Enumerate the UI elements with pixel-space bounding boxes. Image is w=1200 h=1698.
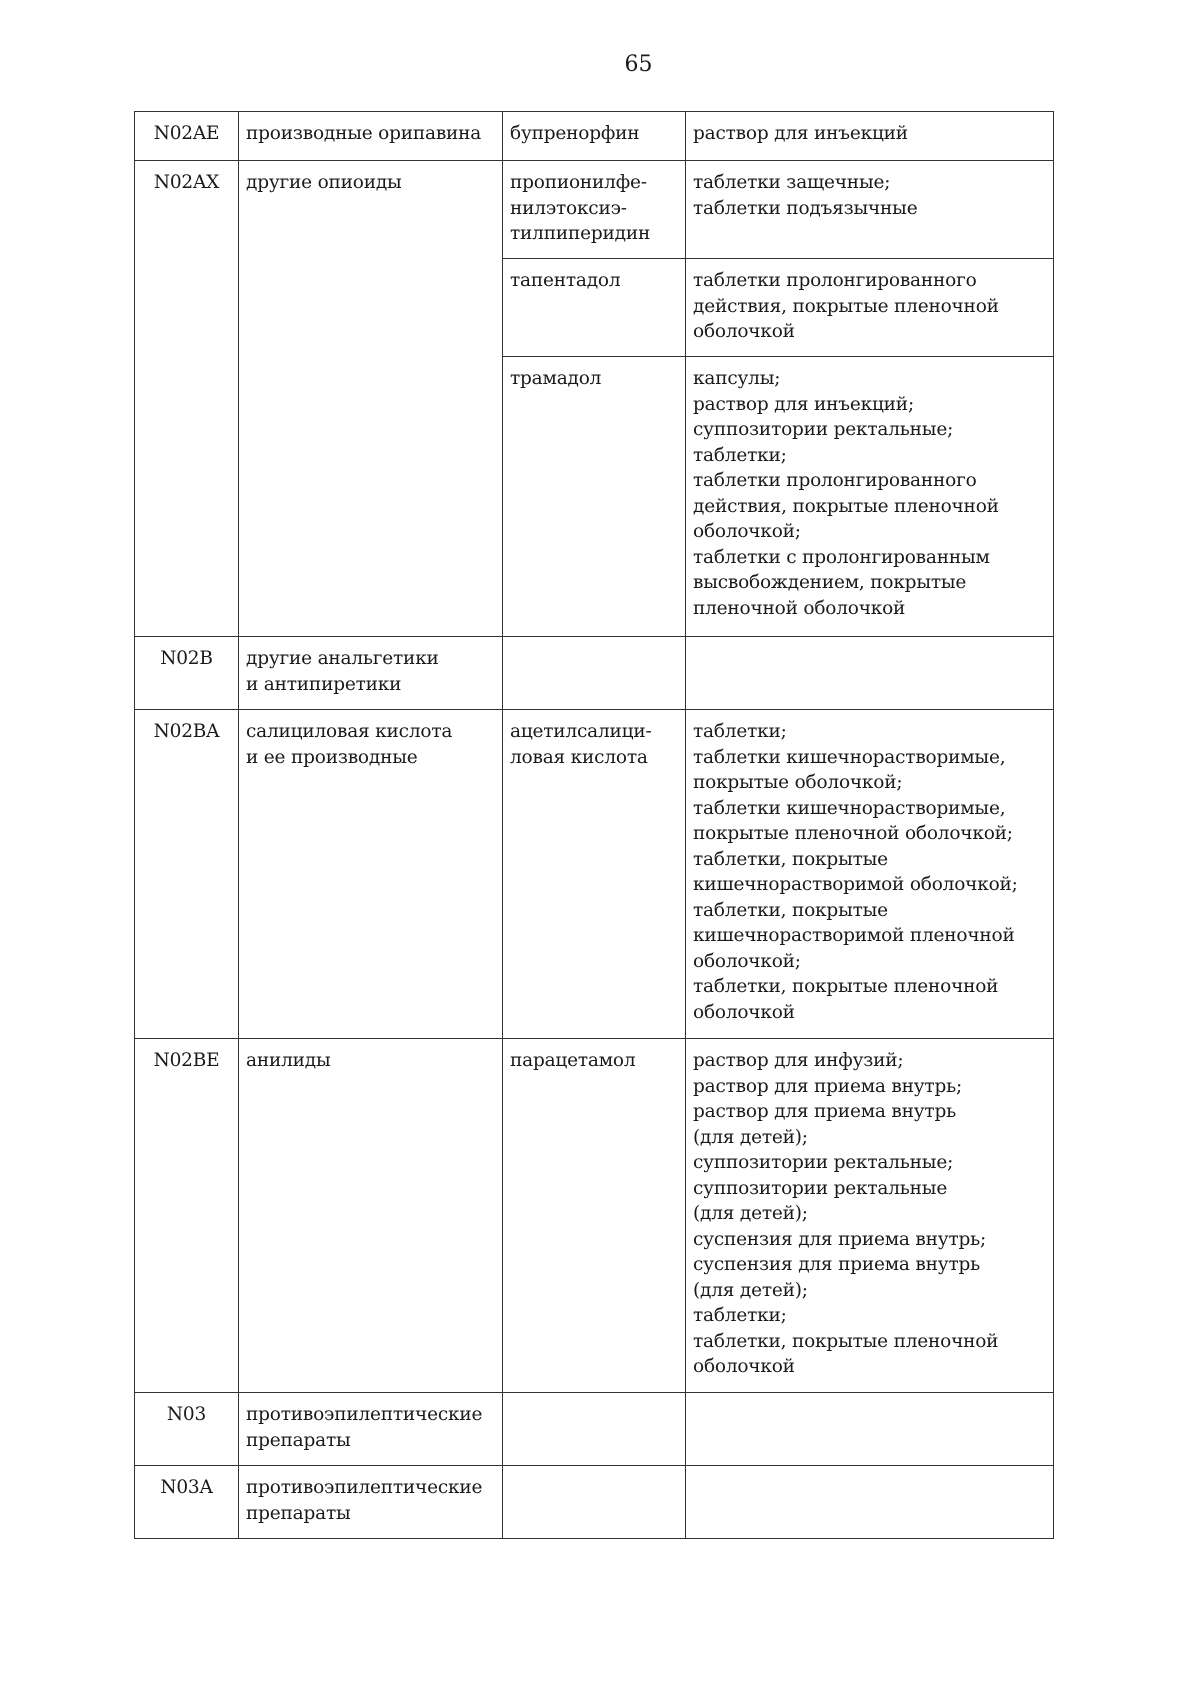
- table-row: [135, 1393, 1054, 1466]
- table-row: [135, 710, 1054, 1039]
- drug-name-line: ловая кислота: [510, 746, 648, 768]
- dosage-form-line: раствор для инъекций;: [693, 393, 914, 415]
- drug-name-cell: [503, 637, 686, 710]
- group-name-line: и антипиретики: [246, 673, 402, 695]
- group-name-cell: [239, 1466, 503, 1539]
- dosage-form-line: таблетки кишечнорастворимые,: [693, 797, 1006, 819]
- dosage-form-line: кишечнорастворимой пленочной: [693, 925, 1015, 946]
- dosage-form-line: оболочкой;: [693, 950, 801, 972]
- page-number: 65: [624, 52, 653, 77]
- drug-name-cell: [503, 112, 686, 161]
- atc-code-cell: N02BA: [135, 710, 239, 1039]
- table-row: [135, 1466, 1054, 1539]
- group-name-line: противоэпилептические: [246, 1404, 483, 1425]
- dosage-form-line: действия, покрытые пленочной: [693, 295, 999, 317]
- dosage-form-line: раствор для приема внутрь;: [693, 1075, 963, 1097]
- drug-name-line: ацетилсалици-: [510, 721, 652, 742]
- dosage-forms-cell: [686, 1039, 1054, 1393]
- dosage-form-line: (для детей);: [693, 1203, 808, 1224]
- drug-name-cell: [503, 710, 686, 1039]
- dosage-forms-cell: [686, 357, 1054, 637]
- dosage-forms-cell: [686, 259, 1054, 357]
- atc-code-cell: N02B: [135, 637, 239, 710]
- group-name-line: препараты: [246, 1502, 351, 1524]
- dosage-form-line: раствор для приема внутрь: [693, 1101, 956, 1122]
- table-row: [135, 1039, 1054, 1393]
- dosage-form-line: таблетки;: [693, 721, 787, 742]
- table-row: [135, 161, 1054, 259]
- table-row: [135, 637, 1054, 710]
- group-name-line: другие анальгетики: [246, 648, 439, 669]
- group-name-line: препараты: [246, 1429, 351, 1451]
- dosage-form-line: таблетки;: [693, 444, 787, 466]
- group-name-cell: [239, 637, 503, 710]
- dosage-form-line: оболочкой;: [693, 521, 801, 542]
- group-name-cell: [239, 1039, 503, 1393]
- group-name-line: другие опиоиды: [246, 172, 402, 193]
- dosage-forms-cell: [686, 161, 1054, 259]
- group-name-cell: [239, 710, 503, 1039]
- dosage-form-line: (для детей);: [693, 1126, 808, 1148]
- dosage-form-line: высвобождением, покрытые: [693, 572, 967, 593]
- drug-name-cell: [503, 1466, 686, 1539]
- dosage-form-line: таблетки пролонгированного: [693, 470, 977, 491]
- dosage-form-line: таблетки;: [693, 1305, 787, 1326]
- drug-name-line: бупренорфин: [510, 123, 640, 144]
- drug-name-line: пропионилфе-: [510, 172, 647, 193]
- dosage-form-line: капсулы;: [693, 368, 781, 389]
- dosage-form-line: пленочной оболочкой: [693, 597, 906, 619]
- dosage-form-line: таблетки, покрытые пленочной: [693, 976, 999, 997]
- dosage-form-line: раствор для инфузий;: [693, 1050, 904, 1071]
- dosage-form-line: (для детей);: [693, 1279, 808, 1301]
- dosage-form-line: таблетки защечные;: [693, 172, 891, 193]
- dosage-form-line: таблетки, покрытые: [693, 899, 888, 921]
- group-name-line: производные орипавина: [246, 123, 482, 144]
- group-name-line: и ее производные: [246, 746, 418, 768]
- group-name-cell: [239, 161, 503, 637]
- dosage-form-line: суппозитории ректальные: [693, 1177, 948, 1199]
- dosage-forms-cell: [686, 112, 1054, 161]
- drug-name-cell: [503, 1039, 686, 1393]
- dosage-form-line: оболочкой: [693, 321, 795, 342]
- dosage-forms-cell: [686, 637, 1054, 710]
- group-name-cell: [239, 112, 503, 161]
- drug-name-cell: [503, 161, 686, 259]
- dosage-form-line: суппозитории ректальные;: [693, 1152, 954, 1173]
- drug-name-line: нилэтоксиэ-: [510, 197, 627, 219]
- drug-name-line: тапентадол: [510, 270, 621, 291]
- dosage-forms-cell: [686, 1466, 1054, 1539]
- dosage-form-line: таблетки с пролонгированным: [693, 546, 990, 568]
- drug-name-cell: [503, 259, 686, 357]
- drug-name-line: трамадол: [510, 368, 602, 389]
- table-row: [135, 112, 1054, 161]
- atc-code-cell: N03: [135, 1393, 239, 1466]
- dosage-form-line: таблетки, покрытые: [693, 848, 888, 870]
- group-name-line: анилиды: [246, 1050, 331, 1071]
- dosage-forms-cell: [686, 1393, 1054, 1466]
- dosage-form-line: суспензия для приема внутрь;: [693, 1228, 987, 1250]
- table-body: [135, 112, 1054, 1539]
- drug-name-cell: [503, 357, 686, 637]
- drug-name-line: тилпиперидин: [510, 223, 651, 244]
- dosage-forms-cell: [686, 710, 1054, 1039]
- group-name-cell: [239, 1393, 503, 1466]
- dosage-form-line: покрытые оболочкой;: [693, 772, 903, 793]
- group-name-line: противоэпилептические: [246, 1477, 483, 1498]
- dosage-form-line: таблетки, покрытые пленочной: [693, 1330, 999, 1352]
- drug-name-line: парацетамол: [510, 1050, 636, 1071]
- dosage-form-line: суспензия для приема внутрь: [693, 1254, 981, 1275]
- group-name-line: салициловая кислота: [246, 721, 453, 742]
- dosage-form-line: раствор для инъекций: [693, 123, 908, 144]
- dosage-form-line: таблетки подъязычные: [693, 197, 918, 219]
- drug-name-cell: [503, 1393, 686, 1466]
- atc-code-cell: N03A: [135, 1466, 239, 1539]
- atc-code-cell: N02BE: [135, 1039, 239, 1393]
- atc-code-cell: N02AE: [135, 112, 239, 161]
- atc-code-cell: N02AX: [135, 161, 239, 637]
- dosage-form-line: покрытые пленочной оболочкой;: [693, 823, 1013, 844]
- dosage-form-line: таблетки кишечнорастворимые,: [693, 746, 1006, 768]
- dosage-form-line: таблетки пролонгированного: [693, 270, 977, 291]
- dosage-form-line: действия, покрытые пленочной: [693, 495, 999, 517]
- dosage-form-line: оболочкой: [693, 1001, 795, 1023]
- drug-table: [134, 111, 1054, 1539]
- dosage-form-line: суппозитории ректальные;: [693, 419, 954, 440]
- dosage-form-line: кишечнорастворимой оболочкой;: [693, 874, 1018, 895]
- dosage-form-line: оболочкой: [693, 1356, 795, 1377]
